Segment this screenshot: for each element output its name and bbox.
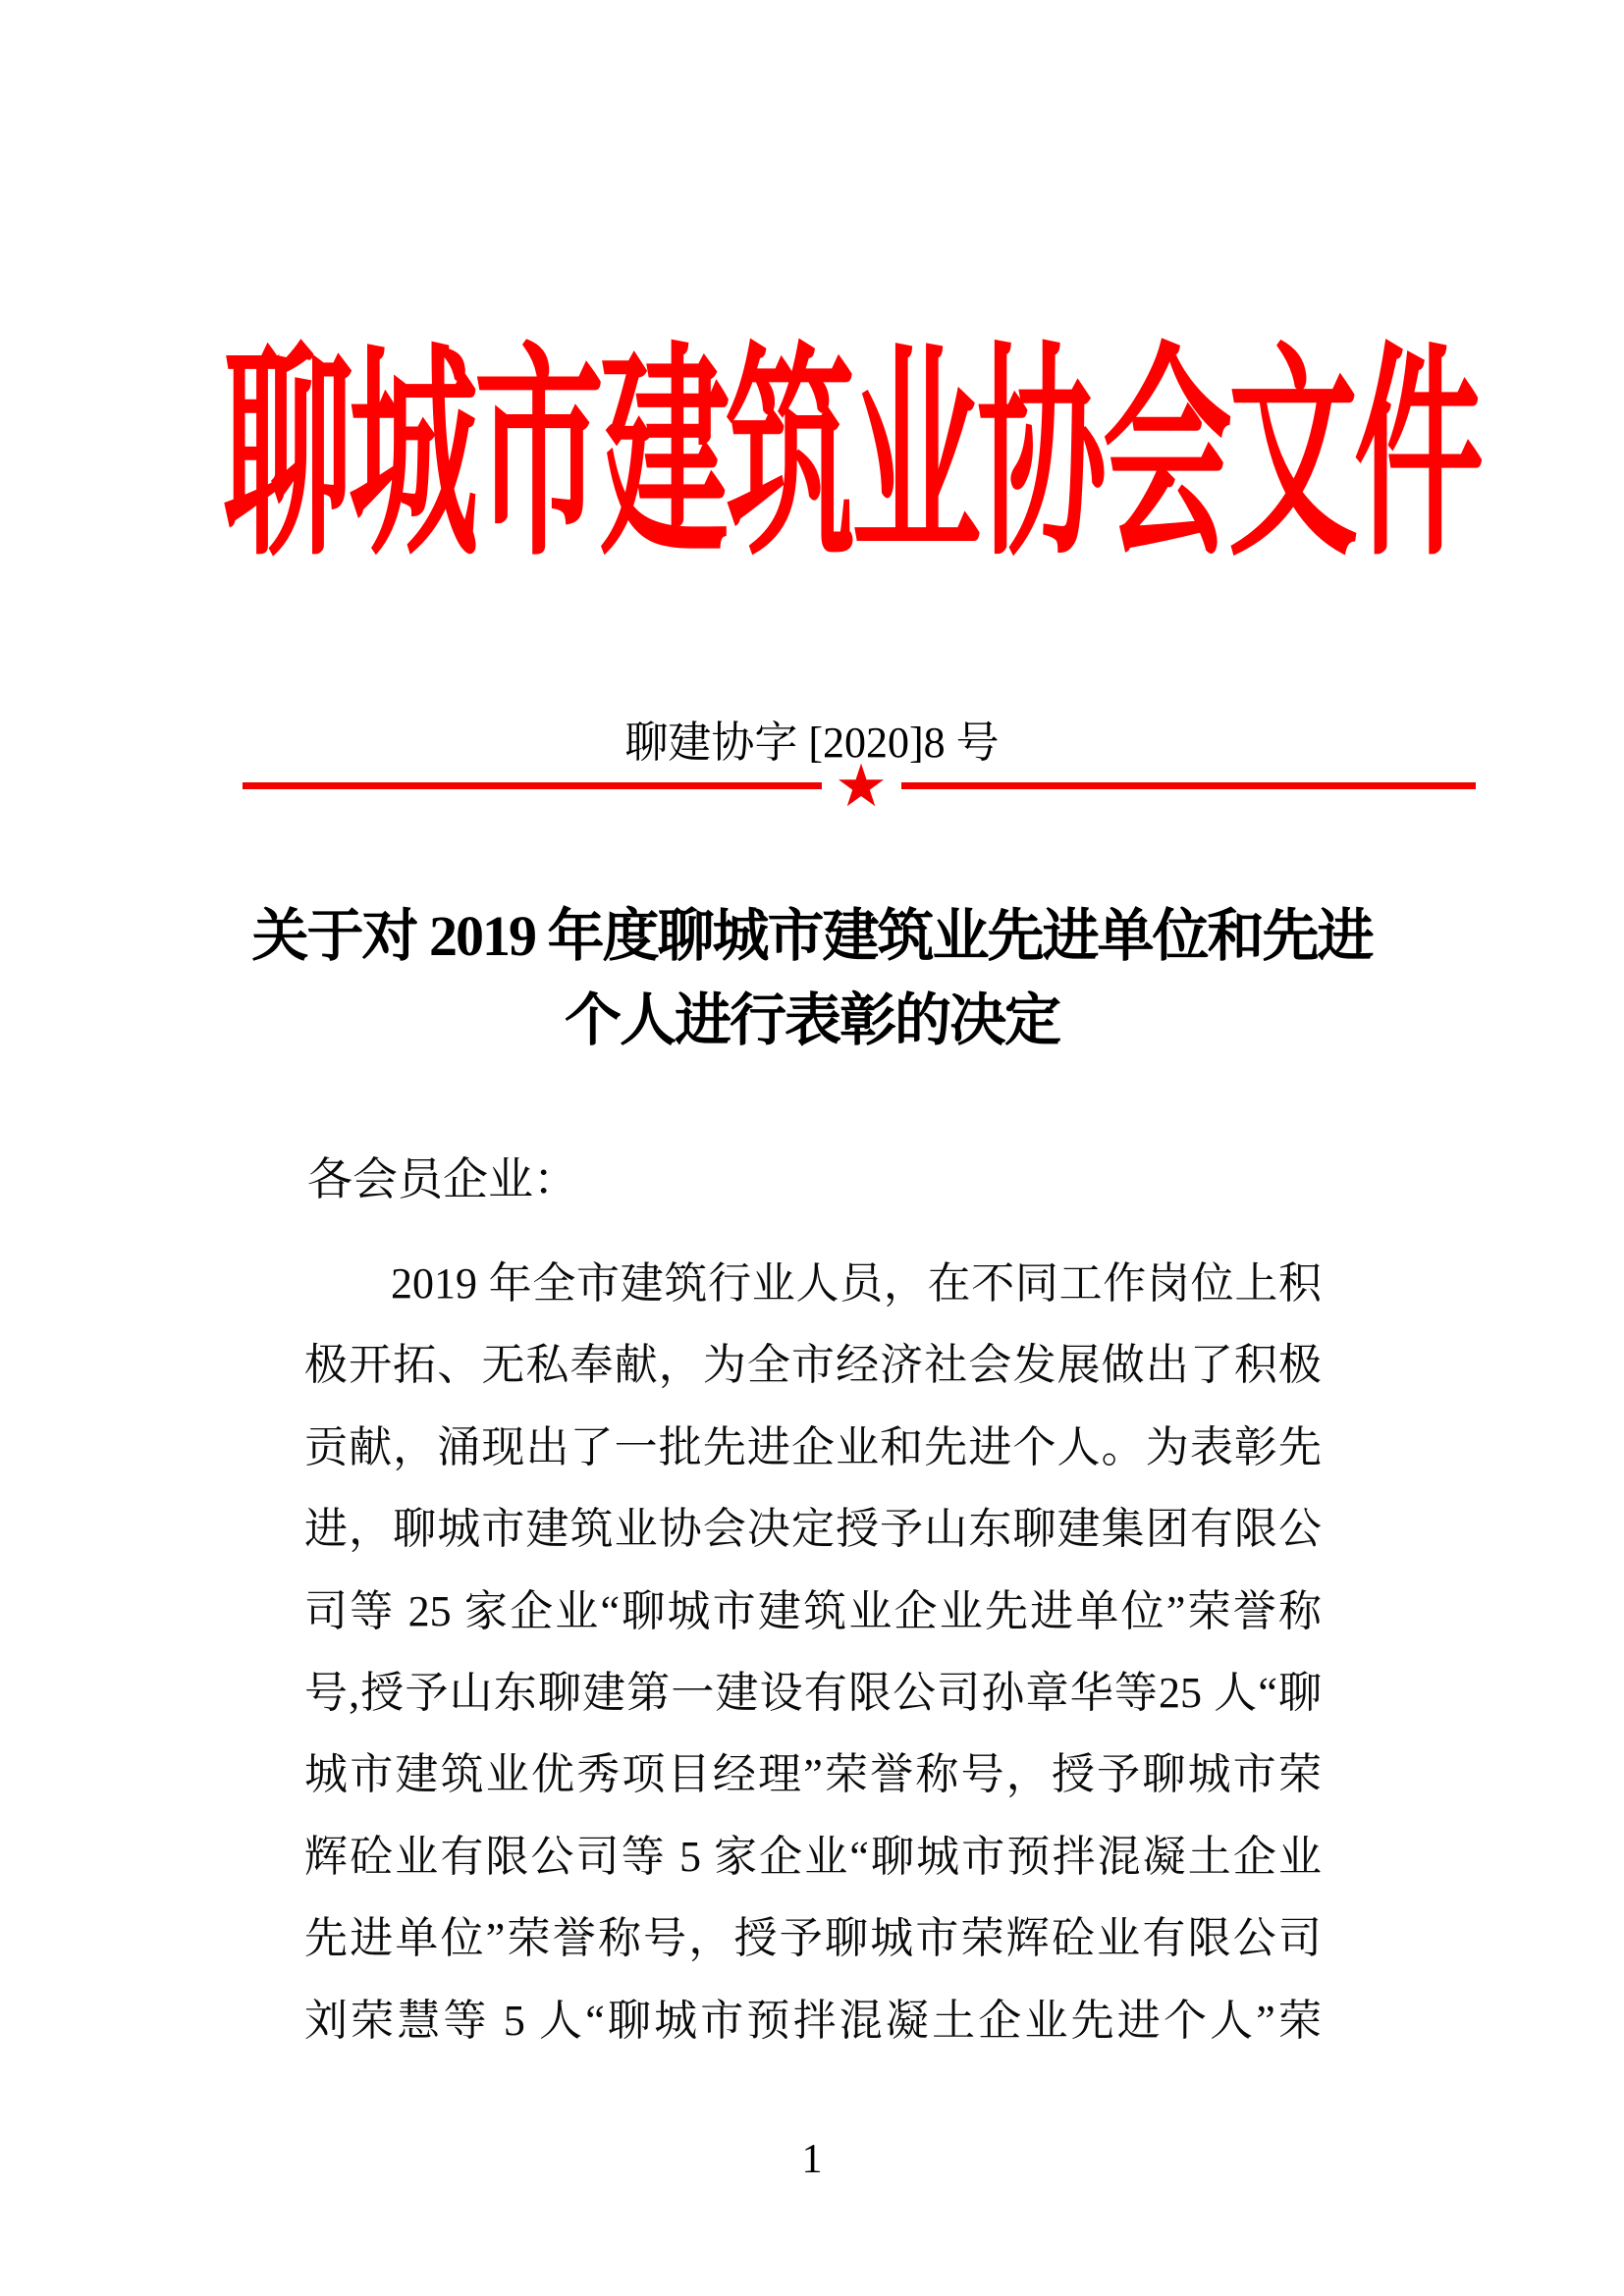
body-line: 城市建筑业优秀项目经理”荣誉称号，授予聊城市荣 [304,1750,1322,1799]
body-line: 先进单位”荣誉称号，授予聊城市荣辉砼业有限公司 [304,1914,1322,1963]
red-divider-line-left [243,782,822,789]
body-line: 司等 25 家企业“聊城市建筑业企业先进单位”荣誉称 [304,1586,1322,1635]
page-number: 1 [801,2137,823,2182]
body-line: 号,授予山东聊建第一建设有限公司孙章华等25 人“聊 [304,1668,1322,1717]
doc-number: 聊建协字 [2020]8 号 [624,719,1000,767]
doc-title-line-2: 个人进行表彰的决定 [564,988,1059,1052]
body-line: 辉砼业有限公司等 5 家企业“聊城市预拌混凝土企业 [304,1832,1322,1881]
body-line: 进，聊城市建筑业协会决定授予山东聊建集团有限公 [304,1505,1322,1554]
body-line: 极开拓、无私奉献，为全市经济社会发展做出了积极 [304,1341,1322,1390]
body-line: 贡献，涌现出了一批先进企业和先进个人。为表彰先 [304,1422,1322,1471]
body-line: 刘荣慧等 5 人“聊城市预拌混凝土企业先进个人”荣 [304,1996,1322,2045]
red-divider-line-right [901,782,1476,789]
star-icon: ★ [835,752,888,821]
body-paragraph [304,1243,1322,2061]
salutation: 各会员企业： [307,1154,578,1204]
body-line: 2019 年全市建筑行业人员，在不同工作岗位上积 [391,1259,1322,1308]
doc-title-line-1: 关于对 2019 年度聊城市建筑业先进单位和先进 [251,904,1373,968]
letterhead-title: 聊城市建筑业协会文件 [223,330,1480,583]
